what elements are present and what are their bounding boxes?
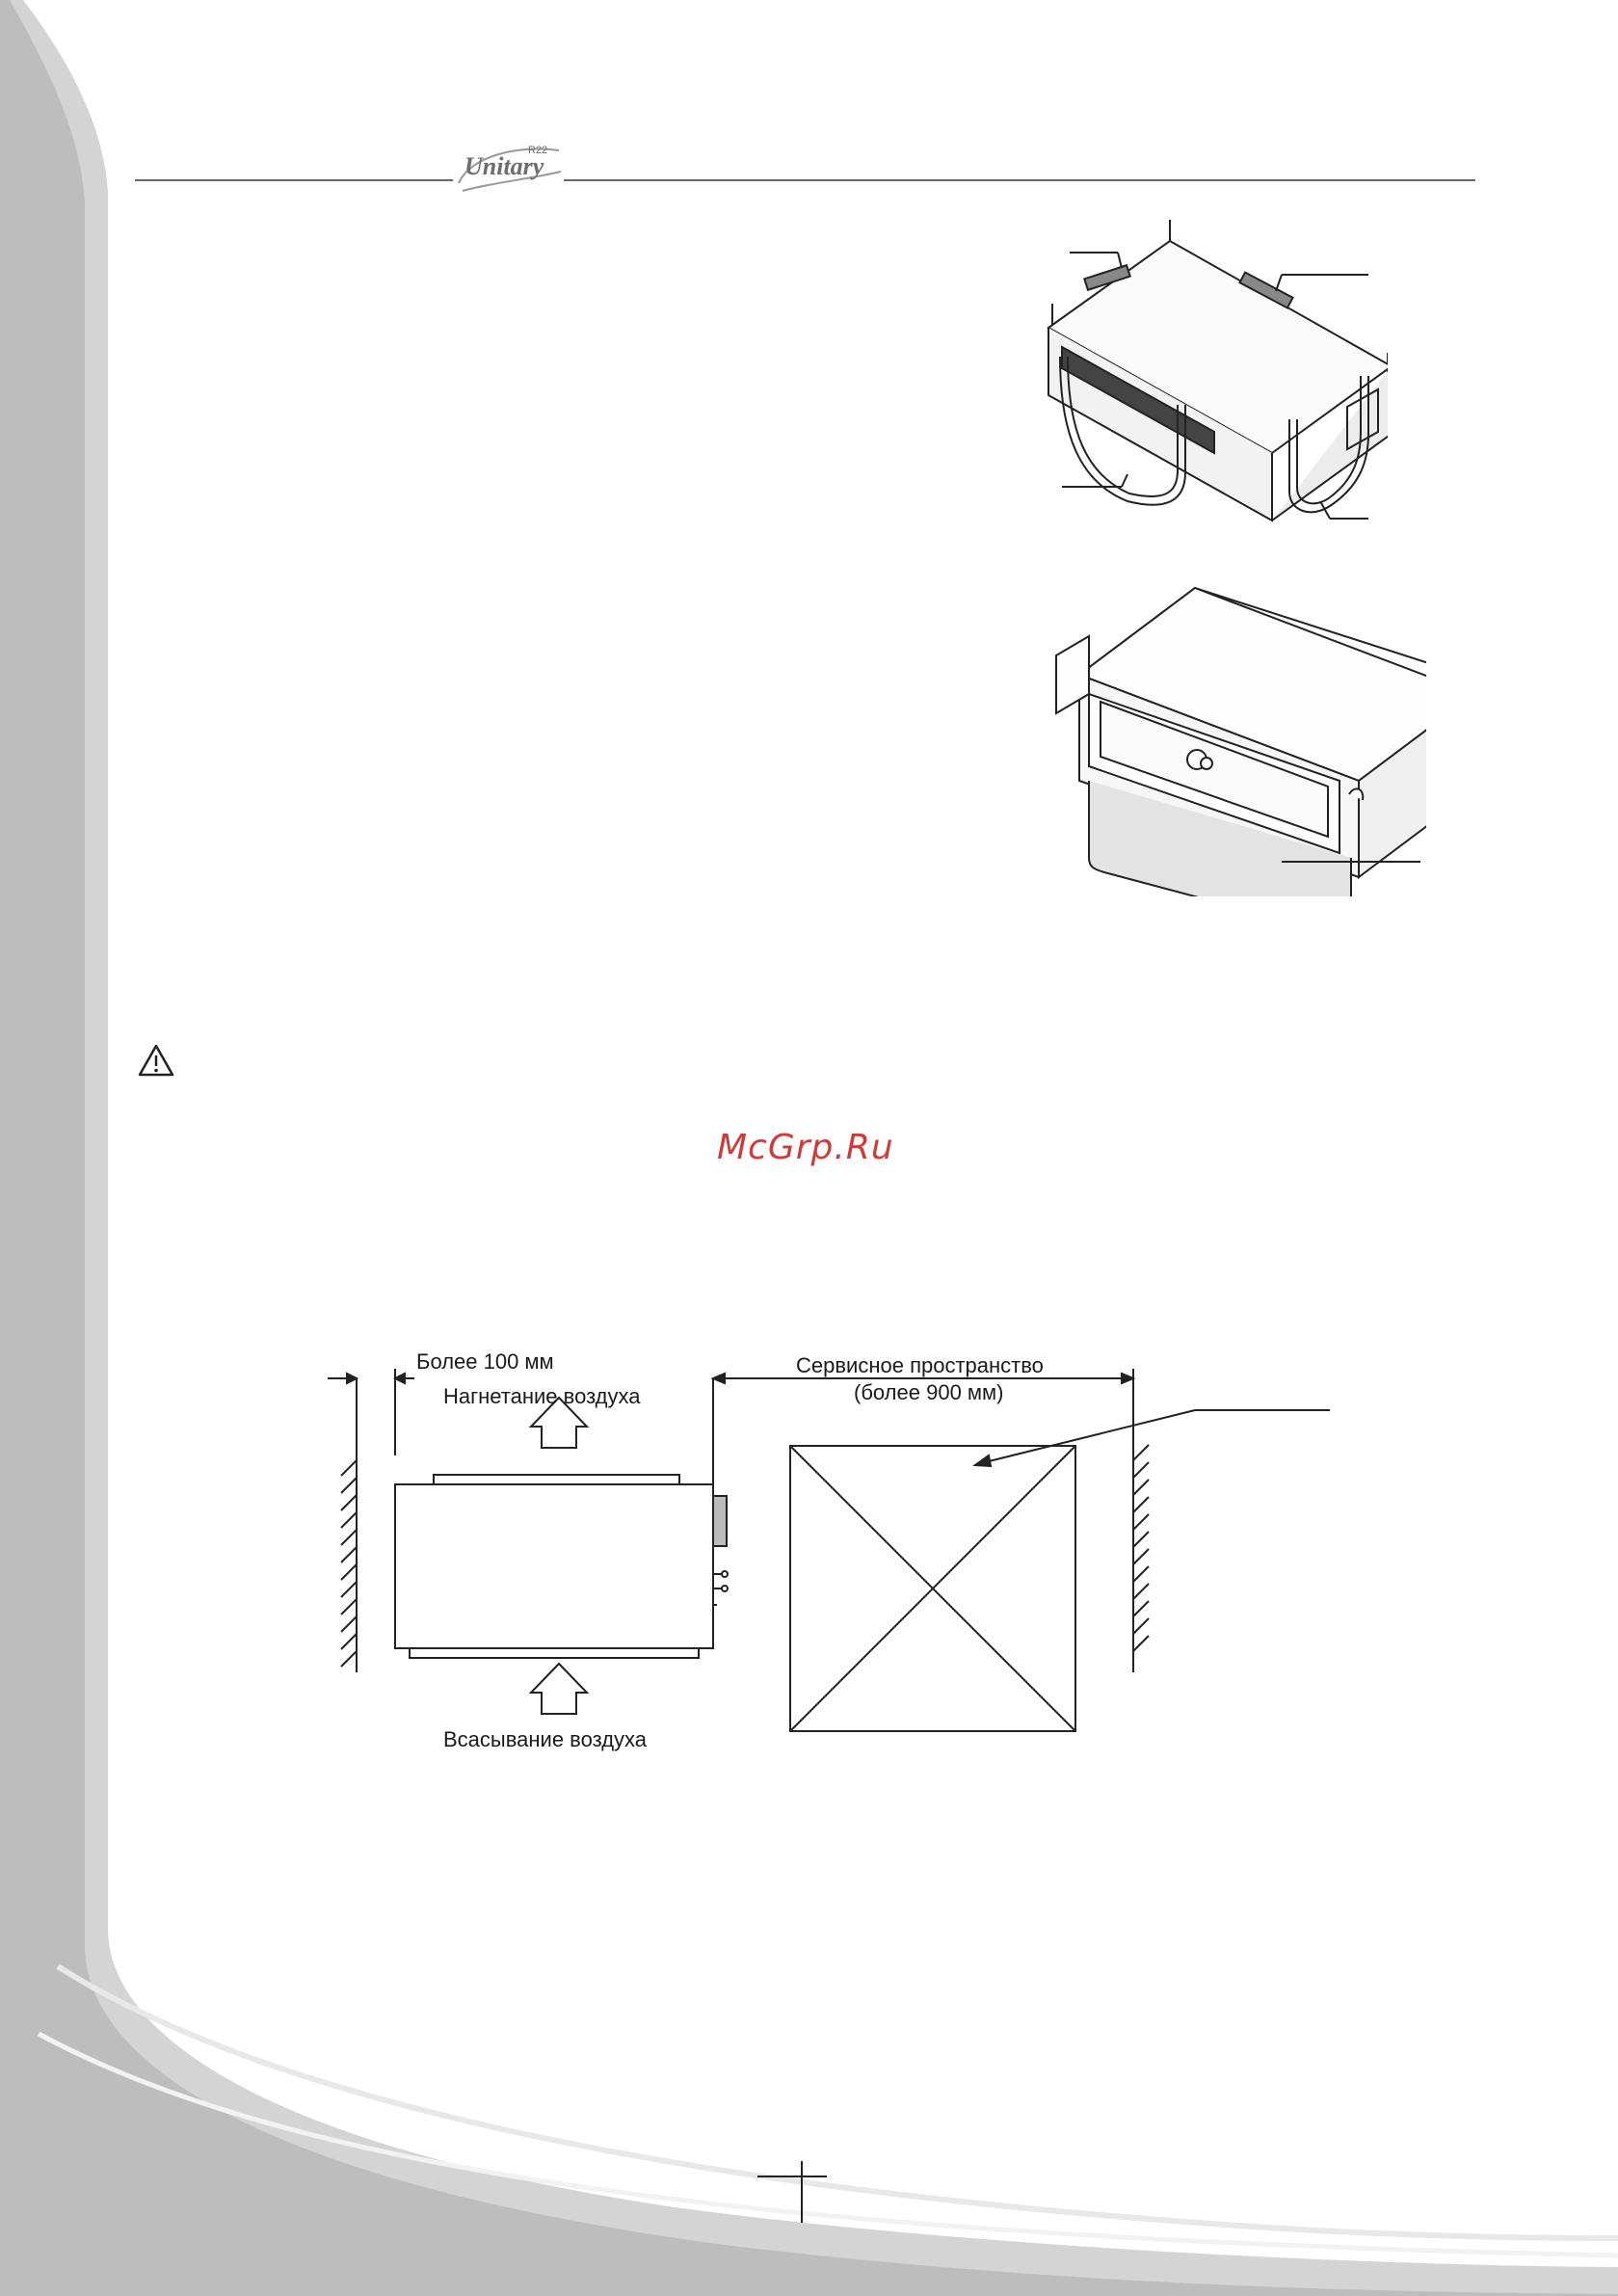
brand-logo: [451, 137, 567, 199]
service-space-label: Сервисное пространство: [796, 1353, 1044, 1377]
clearance-diagram: [328, 1340, 1339, 1783]
watermark-text: McGrp.Ru: [717, 1128, 894, 1167]
unit-filter-illustration: [1050, 578, 1426, 896]
top-clearance-label: Более 100 мм: [416, 1349, 554, 1374]
service-space-distance-label: (более 900 мм): [854, 1380, 1004, 1404]
header-rule-left: [135, 179, 453, 181]
warning-triangle-icon: [137, 1043, 175, 1078]
air-intake-label: Всасывание воздуха: [443, 1727, 648, 1751]
crop-mark: [752, 2159, 838, 2227]
header-rule-right: [564, 179, 1475, 181]
brand-logo-subtext: R22: [528, 145, 548, 156]
air-discharge-label: Нагнетание воздуха: [443, 1384, 641, 1408]
brand-logo-text: Unitary: [464, 152, 544, 180]
unit-suspension-illustration: [1041, 212, 1388, 540]
